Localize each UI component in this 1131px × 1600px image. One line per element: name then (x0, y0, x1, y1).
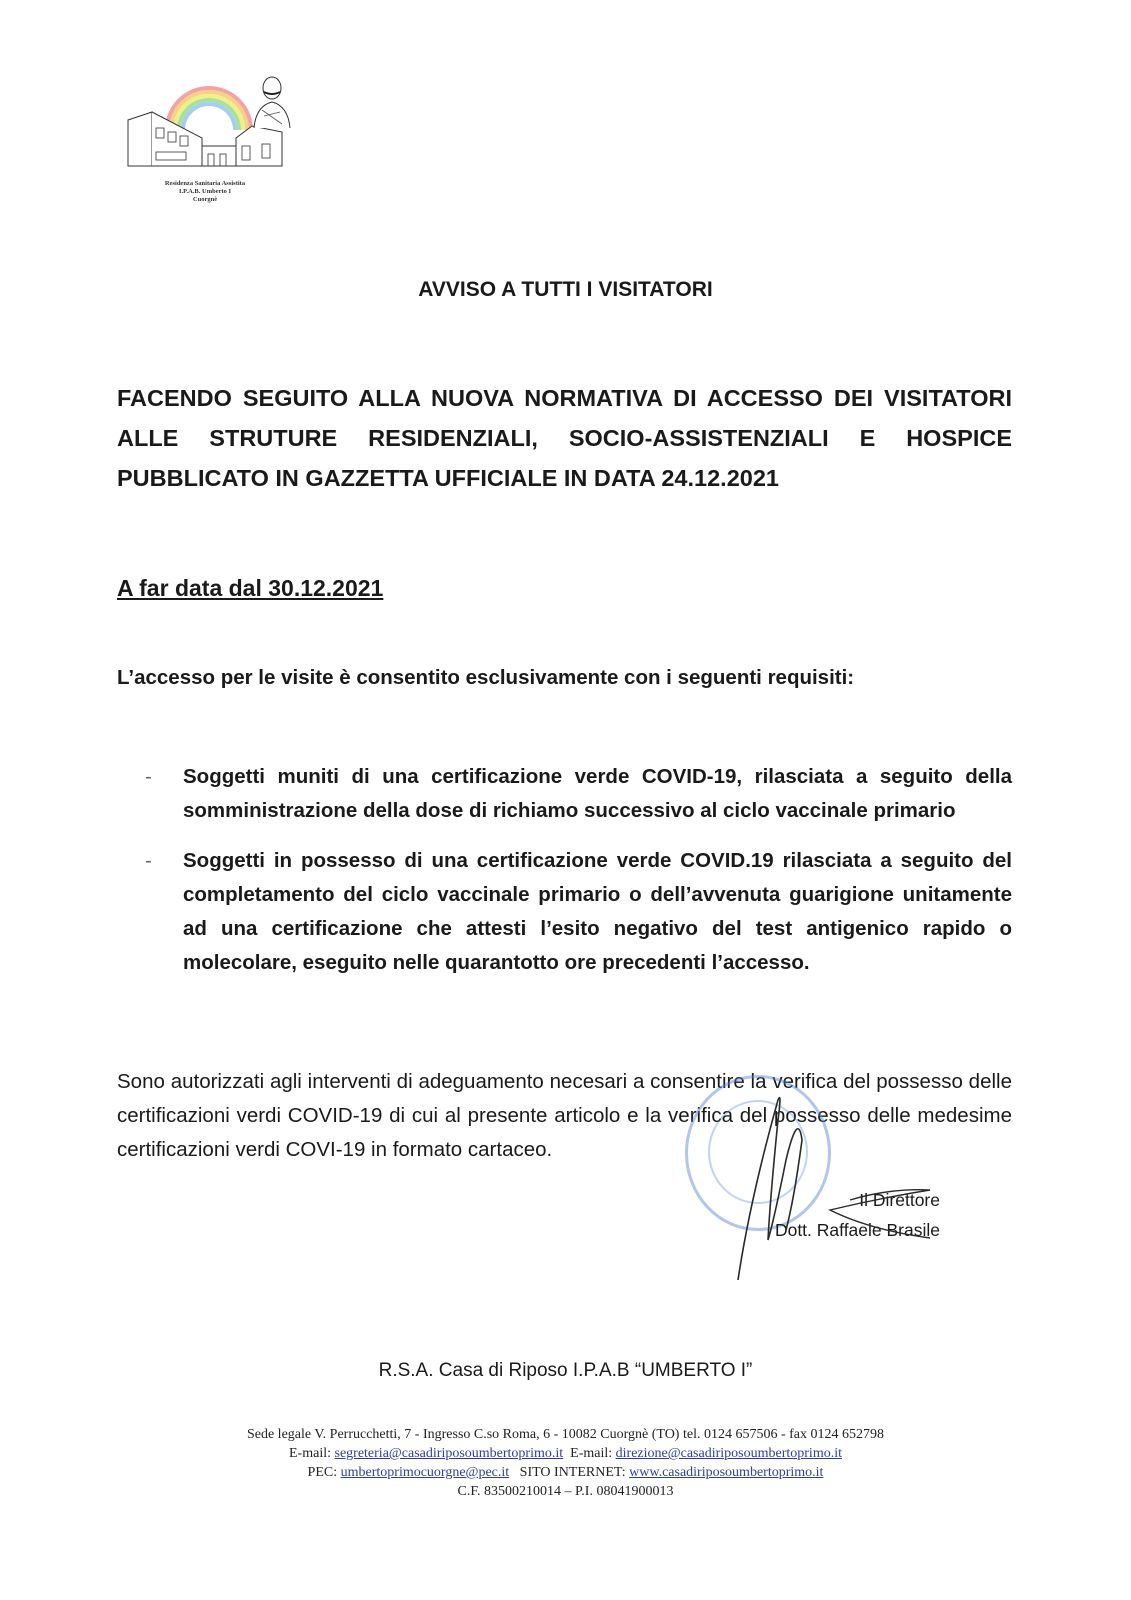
email-label: E-mail: (570, 1446, 613, 1461)
closing-paragraph: Sono autorizzati agli interventi di adeguamento necesari a consentire la verifica del possesso delle certificazioni verdi COVID-19 di cui al presente articolo e la verifica del possesso delle medesime certificazioni verdi COVI-19 in formato cartaceo. (117, 1070, 1012, 1161)
footer-emails (0, 1444, 1131, 1463)
dash-bullet-icon: - (145, 849, 152, 872)
footer-address: Sede legale V. Perrucchetti, 7 - Ingresso C.so Roma, 6 - 10082 Cuorgnè (TO) tel. 0124 657506 - fax 0124 652798 (246, 1427, 885, 1442)
pec-email-link[interactable]: umbertoprimocuorgne@pec.it (340, 1465, 510, 1480)
requirements-lead: L’accesso per le visite è consentito esclusivamente con i seguenti requisiti: (117, 666, 855, 689)
logo-caption-line: Cuorgnè (192, 196, 218, 203)
segreteria-email-link[interactable]: segreteria@casadiriposoumbertoprimo.it (334, 1446, 564, 1461)
requirement-text: Soggetti in possesso di una certificazione verde COVID.19 rilasciata a seguito del completamento del ciclo vaccinale primario o dell’avvenuta guarigione unitamente ad una certificazione che attesti l’esito negativo del test antigenico rapido o molecolare, eseguito nelle quarantotto ore precedenti l’accesso. (183, 849, 1012, 974)
email-label: E-mail: (289, 1446, 331, 1461)
logo-caption-line: I.P.A.B. Umberto I (178, 188, 232, 195)
effective-date-heading: A far data dal 30.12.2021 (117, 575, 384, 601)
notice-title: AVVISO A TUTTI I VISITATORI (418, 278, 713, 301)
footer-contacts (0, 1425, 1131, 1501)
logo-caption (145, 180, 265, 204)
logo-caption-line: Residenza Sanitaria Assistita (164, 180, 246, 187)
footer-fiscal-codes: C.F. 83500210014 – P.I. 08041900013 (457, 1484, 674, 1499)
requirement-item (117, 844, 1012, 980)
website-label: SITO INTERNET: (519, 1465, 626, 1480)
requirement-text: Soggetti muniti di una certificazione verde COVID-19, rilasciata a seguito della somministrazione della dose di richiamo successivo al ciclo vaccinale primario (183, 765, 1012, 822)
requirement-item (117, 760, 1012, 828)
dash-bullet-icon: - (145, 765, 152, 788)
footer-pec-site (0, 1463, 1131, 1482)
signatory-name: Dott. Raffaele Brasile (774, 1220, 940, 1240)
website-link[interactable]: www.casadiriposoumbertoprimo.it (629, 1465, 824, 1480)
pec-label: PEC: (307, 1465, 338, 1480)
organization-name: R.S.A. Casa di Riposo I.P.A.B “UMBERTO I” (378, 1360, 753, 1381)
requirements-list (117, 760, 1012, 996)
intro-paragraph: FACENDO SEGUITO ALLA NUOVA NORMATIVA DI ACCESSO DEI VISITATORI ALLE STRUTURE RESIDENZIALI, SOCIO-ASSISTENZIALI E HOSPICE PUBBLICATO IN GAZZETTA UFFICIALE IN DATA 24.12.2021 (117, 385, 1012, 491)
signatory-role: Il Direttore (859, 1190, 940, 1210)
handwritten-signature-icon (690, 1080, 950, 1300)
direzione-email-link[interactable]: direzione@casadiriposoumbertoprimo.it (615, 1446, 842, 1461)
building-rainbow-portrait-icon (122, 68, 292, 178)
